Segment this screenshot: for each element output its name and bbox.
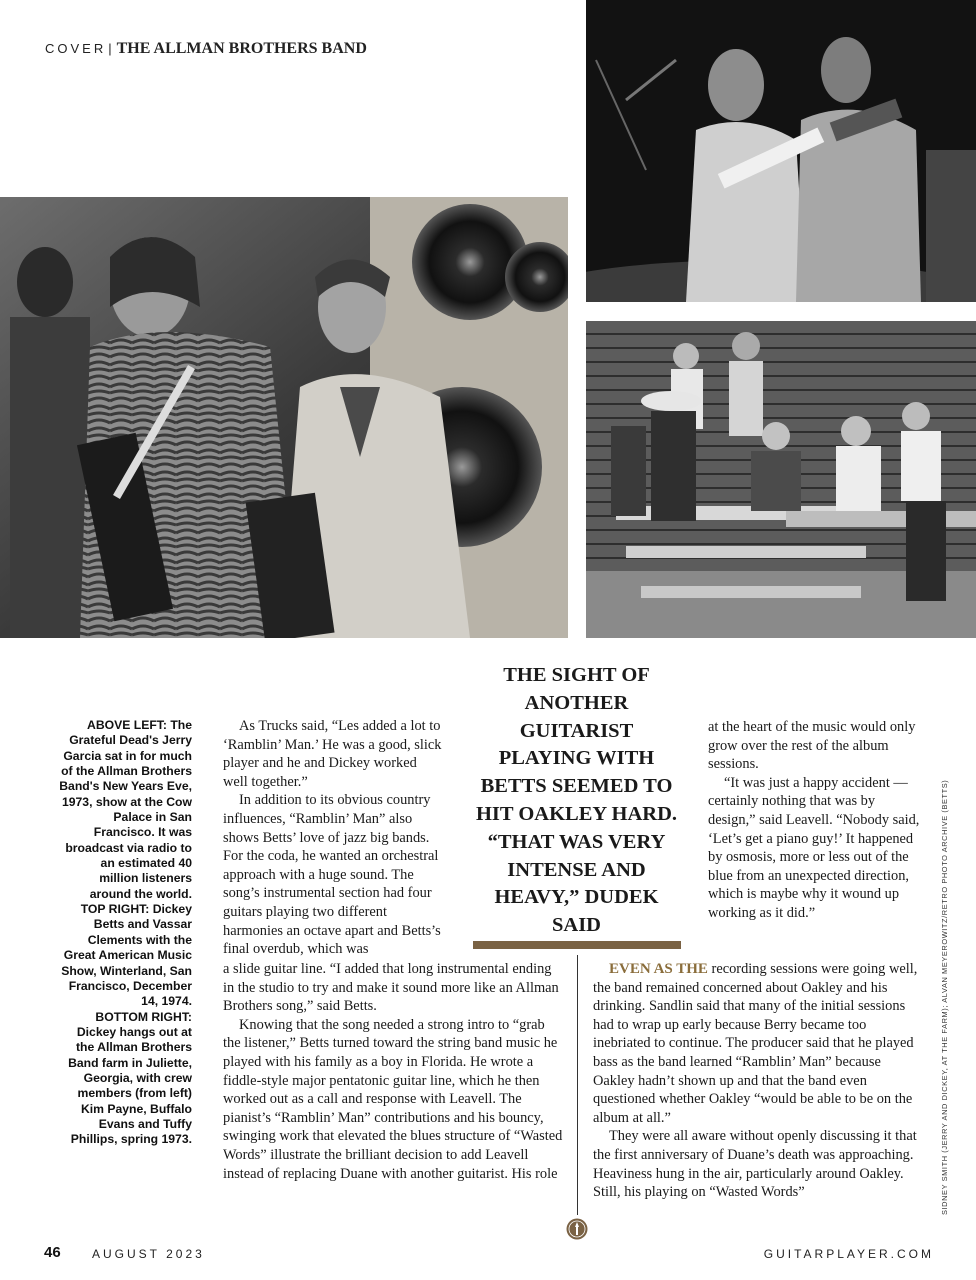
paragraph: Knowing that the song needed a strong intro to “grab the listener,” Betts turned toward the string band music he played with his family as a boy in Florida. He wrote a fiddle-style major pentatonic guitar line, which he then worked out as a call and response with Leavell. The pianist’s “Ramblin’ Man” contributions and his bouncy, swinging work that elevated the blues structure of “Wasted Words” illustrate the brilliant decision to add Leavell instead of replacing Duane with another guitarist. His role: [223, 1016, 563, 1182]
paragraph: a slide guitar line. “I added that long instrumental ending in the studio to try and make it sound more like an Allman Brothers song,” said Betts.: [223, 961, 559, 1015]
body-column-left-top: [223, 717, 443, 959]
pull-quote: THE SIGHT OF ANOTHER GUITARIST PLAYING WITH BETTS SEEMED TO HIT OAKLEY HARD. “THAT WAS VERY INTENSE AND HEAVY,” DUDEK SAID: [475, 664, 678, 937]
paragraph: “It was just a happy accident — certainly nothing that was by design,” said Leavell. “Nobody said, ‘Let’s get a piano guy!’ It happened by osmosis, more or less out of the blue from an unexpected direction, which is maybe why it wound up working as it did.”: [708, 774, 920, 921]
caption-above-left: ABOVE LEFT: The Grateful Dead's Jerry Garcia sat in for much of the Allman Brothers Band's New Years Eve, 1973, show at the Cow Palace in San Francisco. It was broadcast via radio to an estimated 40 million listeners around the world.: [59, 718, 192, 901]
section-name: COVER: [45, 41, 107, 56]
issue-date: AUGUST 2023: [92, 1247, 205, 1261]
column-divider: [577, 955, 578, 1215]
site-name: GUITARPLAYER.COM: [763, 1247, 934, 1261]
photo-farm-juliette: [586, 321, 976, 638]
guitar-player-logo-icon: [566, 1218, 588, 1240]
paragraph: They were all aware without openly discussing it that the first anniversary of Duane’s death was approaching. Heaviness hung in the air, particularly around Oakley. Still, his playing on “Wasted Words”: [593, 1128, 917, 1201]
paragraph-text: recording sessions were going well, the band remained concerned about Oakley and his drinking. Sandlin said that many of the initial sessions had to wrap up early because Berry became too inebriated to continue. The producer said that he played bass as the band learned “Ramblin’ Man” because Oakley hadn’t shown up and that the band even questioned whether Oakley “would be able to be on the album at all.”: [593, 961, 918, 1126]
body-column-right-top: [708, 718, 923, 923]
lead-in: EVEN AS THE: [609, 961, 708, 977]
section-title: THE ALLMAN BROTHERS BAND: [116, 40, 367, 57]
body-column-right-bottom: [593, 960, 923, 1202]
caption-bottom-right: BOTTOM RIGHT: Dickey hangs out at the Allman Brothers Band farm in Juliette, Georgia, with crew members (from left) Kim Payne, Buffalo Evans and Tuffy Phillips, spring 1973.: [68, 1009, 192, 1147]
body-column-left-bottom: [223, 960, 563, 1183]
paragraph: [593, 960, 923, 1127]
photo-captions: [58, 718, 192, 1148]
paragraph: at the heart of the music would only grow over the rest of the album sessions.: [708, 719, 916, 773]
pull-quote-rule: [473, 941, 681, 949]
photo-credit: SIDNEY SMITH (JERRY AND DICKEY, AT THE FARM); ALVAN MEYEROWITZ/RETRO PHOTO ARCHIVE (BETTS): [940, 779, 949, 1215]
photo-betts-clements: [586, 0, 976, 302]
section-separator: |: [108, 41, 112, 56]
page-number: 46: [44, 1244, 61, 1261]
paragraph: As Trucks said, “Les added a lot to ‘Ramblin’ Man.’ He was a good, slick player and he and Dickey worked well together.”: [223, 718, 442, 790]
section-label: [45, 40, 367, 58]
photo-garcia-betts: [0, 197, 568, 638]
caption-top-right: TOP RIGHT: Dickey Betts and Vassar Clements with the Great American Music Show, Winterland, San Francisco, December 14, 1974.: [61, 902, 192, 1009]
paragraph: In addition to its obvious country influences, “Ramblin’ Man” also shows Betts’ love of jazz big bands. For the coda, he wanted an orchestral approach with a huge sound. The song’s instrumental section had four guitars playing two different harmonies an octave apart and Betts’s final overdub, which was: [223, 792, 441, 958]
